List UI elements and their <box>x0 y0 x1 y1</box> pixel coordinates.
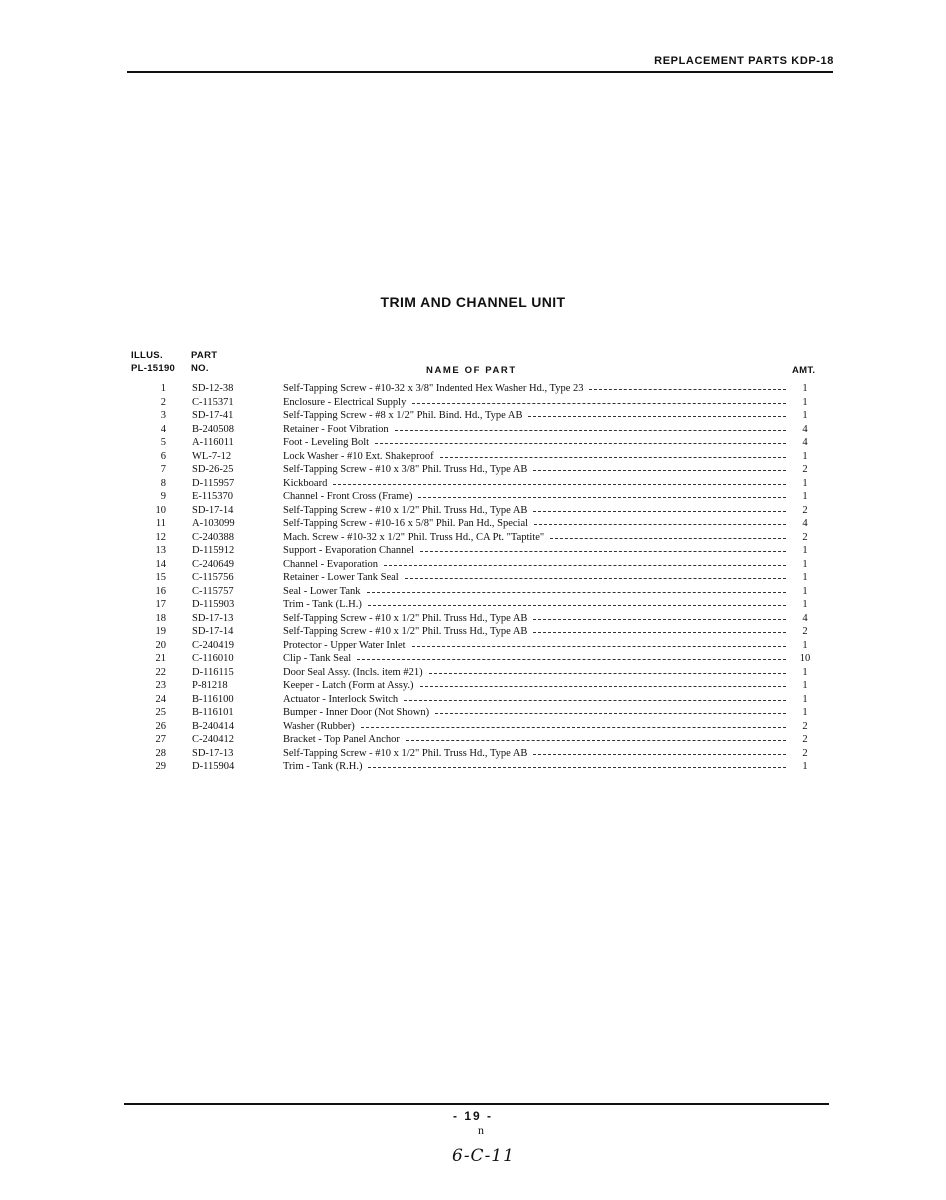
part-name: Self-Tapping Screw - #10-16 x 5/8" Phil. Pan Hd., Special <box>283 518 529 529</box>
amount: 2 <box>802 504 808 516</box>
part-number: B-240414 <box>192 720 234 732</box>
dash-leader <box>333 484 786 485</box>
part-name-cell <box>283 450 786 464</box>
part-number: P-81218 <box>192 680 228 691</box>
dash-leader <box>412 403 786 404</box>
amount: 4 <box>802 437 808 448</box>
amount: 1 <box>802 680 808 691</box>
amount: 1 <box>802 572 808 583</box>
part-name: Self-Tapping Screw - #10 x 1/2" Phil. Truss Hd., Type AB <box>283 504 528 516</box>
amount: 1 <box>802 450 808 462</box>
amount: 10 <box>799 653 811 664</box>
amount: 1 <box>802 639 808 651</box>
part-name: Protector - Upper Water Inlet <box>283 639 406 651</box>
part-name-cell <box>283 760 786 774</box>
part-name-cell <box>283 706 786 720</box>
dash-leader <box>406 740 786 741</box>
part-name-cell <box>283 679 786 693</box>
table-row <box>0 598 946 612</box>
dash-leader <box>405 578 786 579</box>
dash-leader <box>533 619 786 620</box>
dash-leader <box>384 565 786 566</box>
dash-leader <box>533 754 786 755</box>
part-number: SD-17-13 <box>192 612 234 624</box>
illus-number: 14 <box>155 558 166 570</box>
dash-leader <box>533 511 786 512</box>
illus-number: 6 <box>160 450 166 462</box>
illus-number: 5 <box>160 437 166 448</box>
top-rule <box>127 71 833 73</box>
part-name: Mach. Screw - #10-32 x 1/2" Phil. Truss Hd., CA Pt. "Taptite" <box>283 531 545 543</box>
parts-table <box>0 382 946 774</box>
illus-number: 22 <box>155 666 166 678</box>
amount: 4 <box>802 518 808 529</box>
part-name: Self-Tapping Screw - #8 x 1/2" Phil. Bind. Hd., Type AB <box>283 410 523 421</box>
column-header-part-line2: NO. <box>191 363 209 374</box>
amount: 2 <box>802 734 808 745</box>
part-name: Lock Washer - #10 Ext. Shakeproof <box>283 450 434 462</box>
part-name: Self-Tapping Screw - #10-32 x 3/8" Indented Hex Washer Hd., Type 23 <box>283 383 584 394</box>
amount: 1 <box>802 693 808 705</box>
table-row <box>0 517 946 531</box>
handwritten-mark: n <box>478 1123 484 1137</box>
part-name: Clip - Tank Seal <box>283 653 352 664</box>
part-number: E-115370 <box>192 491 234 502</box>
part-name: Bumper - Inner Door (Not Shown) <box>283 707 430 718</box>
part-name-cell <box>283 639 786 653</box>
table-row <box>0 490 946 504</box>
illus-number: 25 <box>155 707 166 718</box>
bottom-rule <box>124 1103 829 1105</box>
part-number: C-240419 <box>192 639 234 651</box>
table-row <box>0 558 946 572</box>
illus-number: 15 <box>155 572 166 583</box>
column-header-part-line1: PART <box>191 350 218 361</box>
amount: 1 <box>802 666 808 678</box>
part-number: A-103099 <box>192 518 235 529</box>
part-name-cell <box>283 747 786 761</box>
amount: 1 <box>802 545 808 556</box>
dash-leader <box>440 457 786 458</box>
amount: 1 <box>802 383 808 394</box>
table-row <box>0 720 946 734</box>
table-row <box>0 693 946 707</box>
part-name-cell <box>283 558 786 572</box>
part-name: Enclosure - Electrical Supply <box>283 396 407 408</box>
illus-number: 12 <box>155 531 166 543</box>
part-name: Channel - Evaporation <box>283 558 379 570</box>
part-name-cell <box>283 477 786 491</box>
table-row <box>0 423 946 437</box>
illus-number: 20 <box>155 639 166 651</box>
illus-number: 7 <box>160 464 166 475</box>
page-header-title: REPLACEMENT PARTS KDP-18 <box>654 55 834 67</box>
dash-leader <box>420 686 786 687</box>
part-number: C-240412 <box>192 734 234 745</box>
part-name: Self-Tapping Screw - #10 x 1/2" Phil. Truss Hd., Type AB <box>283 626 528 637</box>
part-name-cell <box>283 571 786 585</box>
dash-leader <box>418 497 786 498</box>
table-row <box>0 531 946 545</box>
part-number: B-116100 <box>192 693 234 705</box>
page-number: - 19 - <box>452 1109 493 1123</box>
part-name: Self-Tapping Screw - #10 x 1/2" Phil. Truss Hd., Type AB <box>283 612 528 624</box>
part-name-cell <box>283 598 786 612</box>
illus-number: 10 <box>155 504 166 516</box>
part-name-cell <box>283 625 786 639</box>
table-row <box>0 544 946 558</box>
table-row <box>0 625 946 639</box>
part-number: SD-17-41 <box>192 410 234 421</box>
part-name: Foot - Leveling Bolt <box>283 437 370 448</box>
part-name: Retainer - Lower Tank Seal <box>283 572 399 583</box>
amount: 4 <box>802 612 808 624</box>
table-row <box>0 504 946 518</box>
table-row <box>0 571 946 585</box>
amount: 1 <box>802 761 808 772</box>
amount: 1 <box>802 491 808 502</box>
part-number: C-115757 <box>192 585 234 597</box>
illus-number: 9 <box>160 491 166 502</box>
dash-leader <box>429 673 786 674</box>
part-number: SD-26-25 <box>192 464 234 475</box>
part-name-cell <box>283 504 786 518</box>
illus-number: 2 <box>160 396 166 408</box>
part-number: SD-17-13 <box>192 747 234 759</box>
part-name: Bracket - Top Panel Anchor <box>283 734 400 745</box>
column-header-amt: AMT. <box>792 365 816 376</box>
dash-leader <box>368 605 786 606</box>
part-number: WL-7-12 <box>192 450 232 462</box>
dash-leader <box>404 700 786 701</box>
part-name-cell <box>283 531 786 545</box>
part-name: Self-Tapping Screw - #10 x 3/8" Phil. Truss Hd., Type AB <box>283 464 528 475</box>
illus-number: 1 <box>160 383 166 394</box>
part-name-cell <box>283 693 786 707</box>
part-number: C-115371 <box>192 396 234 408</box>
dash-leader <box>395 430 786 431</box>
amount: 4 <box>802 423 808 435</box>
part-name-cell <box>283 396 786 410</box>
table-row <box>0 450 946 464</box>
dash-leader <box>368 767 786 768</box>
illus-number: 19 <box>155 626 166 637</box>
table-row <box>0 382 946 396</box>
column-header-name: NAME OF PART <box>426 365 517 376</box>
amount: 2 <box>802 531 808 543</box>
amount: 1 <box>802 410 808 421</box>
dash-leader <box>361 727 786 728</box>
part-number: A-116011 <box>192 437 234 448</box>
illus-number: 28 <box>155 747 166 759</box>
illus-number: 13 <box>155 545 166 556</box>
handwritten-note: 6-C-11 <box>452 1146 515 1166</box>
table-row <box>0 679 946 693</box>
table-row <box>0 760 946 774</box>
part-name: Keeper - Latch (Form at Assy.) <box>283 680 414 691</box>
part-name: Washer (Rubber) <box>283 720 355 732</box>
dash-leader <box>550 538 786 539</box>
part-number: C-116010 <box>192 653 234 664</box>
illus-number: 29 <box>155 761 166 772</box>
part-name-cell <box>283 612 786 626</box>
illus-number: 26 <box>155 720 166 732</box>
table-row <box>0 666 946 680</box>
amount: 2 <box>802 464 808 475</box>
part-name: Trim - Tank (R.H.) <box>283 761 363 772</box>
table-row <box>0 477 946 491</box>
part-number: B-240508 <box>192 423 234 435</box>
part-name: Actuator - Interlock Switch <box>283 693 399 705</box>
table-row <box>0 706 946 720</box>
part-number: D-115904 <box>192 761 235 772</box>
dash-leader <box>534 524 786 525</box>
part-number: D-115957 <box>192 477 235 489</box>
part-name: Door Seal Assy. (Incls. item #21) <box>283 666 423 678</box>
table-row <box>0 585 946 599</box>
table-row <box>0 652 946 666</box>
amount: 1 <box>802 585 808 597</box>
amount: 2 <box>802 720 808 732</box>
part-number: C-240649 <box>192 558 234 570</box>
illus-number: 4 <box>160 423 166 435</box>
illus-number: 11 <box>155 518 166 529</box>
part-name: Retainer - Foot Vibration <box>283 423 389 435</box>
table-row <box>0 436 946 450</box>
part-name: Channel - Front Cross (Frame) <box>283 491 413 502</box>
amount: 2 <box>802 626 808 637</box>
illus-number: 23 <box>155 680 166 691</box>
part-name: Self-Tapping Screw - #10 x 1/2" Phil. Truss Hd., Type AB <box>283 747 528 759</box>
illus-number: 24 <box>155 693 166 705</box>
part-number: SD-12-38 <box>192 383 234 394</box>
amount: 1 <box>802 707 808 718</box>
amount: 1 <box>802 558 808 570</box>
part-name: Support - Evaporation Channel <box>283 545 414 556</box>
dash-leader <box>533 470 786 471</box>
dash-leader <box>367 592 786 593</box>
illus-number: 3 <box>160 410 166 421</box>
column-header-illus-line2: PL-15190 <box>131 363 176 374</box>
part-number: C-240388 <box>192 531 234 543</box>
part-name-cell <box>283 423 786 437</box>
part-name-cell <box>283 463 786 477</box>
part-name-cell <box>283 652 786 666</box>
part-number: SD-17-14 <box>192 504 234 516</box>
dash-leader <box>435 713 786 714</box>
part-name-cell <box>283 436 786 450</box>
dash-leader <box>412 646 786 647</box>
illus-number: 16 <box>155 585 166 597</box>
part-name-cell <box>283 517 786 531</box>
amount: 1 <box>802 477 808 489</box>
dash-leader <box>375 443 786 444</box>
part-name: Trim - Tank (L.H.) <box>283 599 362 610</box>
part-number: D-115903 <box>192 599 235 610</box>
part-name-cell <box>283 409 786 423</box>
dash-leader <box>420 551 786 552</box>
column-header-illus <box>131 349 175 375</box>
illus-number: 17 <box>155 599 166 610</box>
section-title: TRIM AND CHANNEL UNIT <box>380 294 566 310</box>
part-number: D-116115 <box>192 666 234 678</box>
part-name: Kickboard <box>283 477 328 489</box>
part-name-cell <box>283 720 786 734</box>
illus-number: 21 <box>155 653 166 664</box>
table-row <box>0 639 946 653</box>
table-row <box>0 396 946 410</box>
column-header-illus-line1: ILLUS. <box>131 350 163 361</box>
part-name-cell <box>283 733 786 747</box>
illus-number: 8 <box>160 477 166 489</box>
part-name-cell <box>283 666 786 680</box>
table-row <box>0 747 946 761</box>
dash-leader <box>528 416 786 417</box>
part-name-cell <box>283 490 786 504</box>
part-number: C-115756 <box>192 572 234 583</box>
part-name-cell <box>283 544 786 558</box>
amount: 1 <box>802 396 808 408</box>
dash-leader <box>533 632 786 633</box>
part-number: D-115912 <box>192 545 235 556</box>
table-row <box>0 612 946 626</box>
table-row <box>0 409 946 423</box>
part-name-cell <box>283 585 786 599</box>
column-header-part <box>191 349 217 375</box>
illus-number: 18 <box>155 612 166 624</box>
part-number: SD-17-14 <box>192 626 234 637</box>
table-row <box>0 463 946 477</box>
part-number: B-116101 <box>192 707 234 718</box>
amount: 1 <box>802 599 808 610</box>
dash-leader <box>357 659 786 660</box>
table-row <box>0 733 946 747</box>
illus-number: 27 <box>155 734 166 745</box>
part-name-cell <box>283 382 786 396</box>
part-name: Seal - Lower Tank <box>283 585 361 597</box>
dash-leader <box>589 389 786 390</box>
amount: 2 <box>802 747 808 759</box>
